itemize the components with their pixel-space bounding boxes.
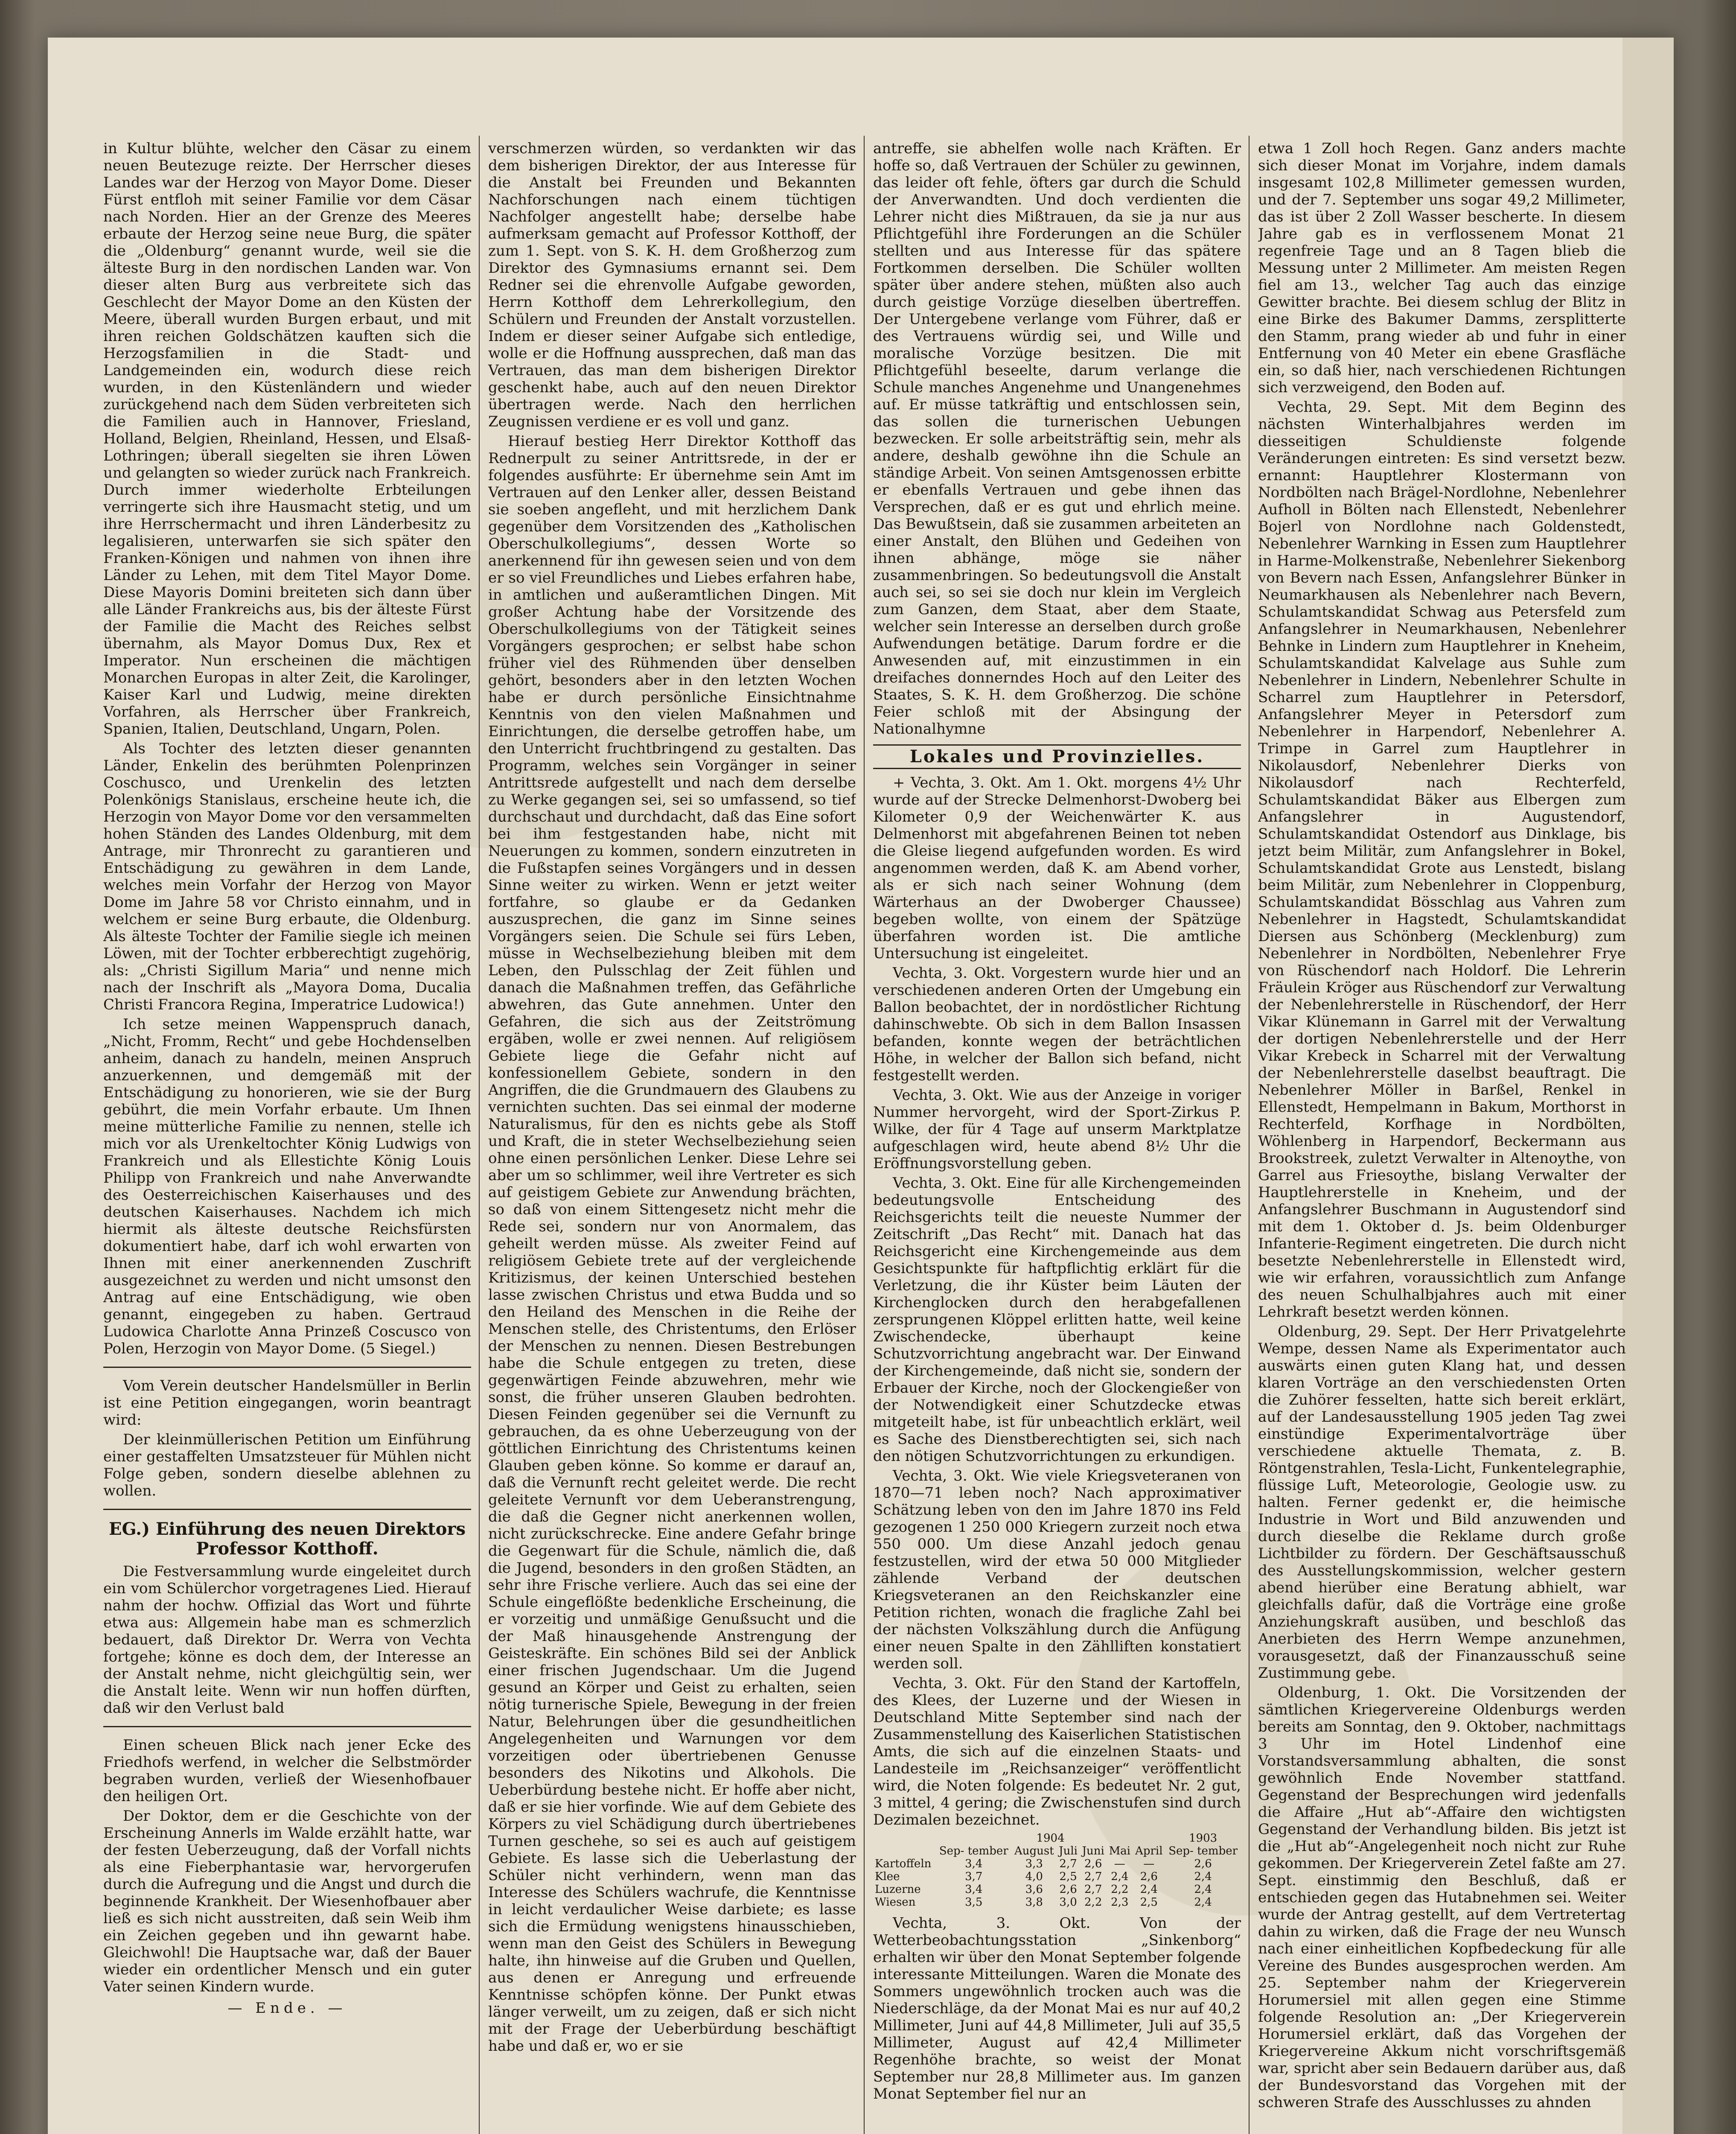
table-cell: 2,7 <box>1084 1883 1102 1896</box>
table-cell: 2,6 <box>1140 1870 1158 1883</box>
table-cell: 3,4 <box>965 1883 983 1896</box>
table-cell: 2,4 <box>1140 1883 1158 1896</box>
news-item: + Vechta, 3. Okt. Am 1. Okt. morgens 4½ Uhr wurde auf der Strecke Delmenhorst-Dwoberg bei Kilometer 0,9 der Weichenwärter K. aus Delmenhorst mit abgefahrenen Beinen tot neben die Gleise liegend aufgefunden worden. Es wird angenommen werden, daß K. am Abend vorher, als er sich nach seiner Wohnung (dem Wärterhaus an der Dwoberger Chaussee) begeben wollte, von einem der Spätzüge überfahren worden ist. Die amtliche Untersuchung ist eingeleitet. <box>873 774 1241 962</box>
news-item: Vechta, 3. Okt. Vorgestern wurde hier und an verschiedenen anderen Orten der Umgebung ein Ballon beobachtet, der in nordöstlicher Richtung dahinschwebte. Ob sich in dem Ballon Insassen befanden, konnte wegen der beträchtlichen Höhe, in welcher der Ballon sich befand, nicht festgestellt werden. <box>873 965 1241 1084</box>
table-cell: 2,4 <box>1194 1896 1212 1909</box>
table-header-row <box>873 1845 1241 1857</box>
article-text: verschmerzen würden, so verdankten wir das dem bisherigen Direktor, der aus Interesse für die Anstalt bei Freunden und Bekannten Nachforschungen nach einem tüchtigen Nachfolger angestellt habe; derselbe habe aufmerksam gemacht auf Professor Kotthoff, der zum 1. Sept. von S. K. H. dem Großherzog zum Direktor des Gymnasiums ernannt sei. Dem Redner sei die ehrenvolle Aufgabe geworden, Herrn Kotthoff dem Lehrerkollegium, den Schülern und Freunden der Anstalt vorzustellen. Indem er dieser seiner Aufgabe sich entledige, wolle er die Hoffnung aussprechen, daß man das Vertrauen, das man dem bisherigen Direktor geschenkt habe, auch auf den neuen Direktor übertragen werde. Nach den herrlichen Zeugnissen verdiene er es voll und ganz. <box>488 140 856 430</box>
table-cell: 3,3 <box>1025 1857 1043 1870</box>
column-2 <box>488 140 856 2134</box>
table-header: Juli <box>1059 1845 1078 1857</box>
article-text: Die Festversammlung wurde eingeleitet durch ein vom Schülerchor vorgetragenes Lied. Hierauf nahm der hochw. Offizial das Wort und führte etwa aus: Allgemein habe man es schmerzlich bedauert, daß Direktor Dr. Werra von Vechta fortgehe; könne es doch dem, der Interesse an der Anstalt nehme, nicht gleichgültig sein, wer die Anstalt leite. Wenn wir nun hoffen dürften, daß wir den Verlust bald <box>103 1563 471 1717</box>
table-cell: 2,4 <box>1194 1870 1212 1883</box>
table-cell: Kartoffeln <box>875 1857 932 1870</box>
table-cell: 3,6 <box>1025 1883 1043 1896</box>
table-header: Juni <box>1082 1845 1104 1857</box>
news-item: Vechta, 29. Sept. Mit dem Beginn des nächsten Winterhalbjahres werden im diesseitigen Schuldienste folgende Veränderungen eintreten: Es sind versetzt bezw. ernannt: Hauptlehrer Klostermann von Nordbölten nach Brägel-Nordlohne, Nebenlehrer Aufholl in Bölten nach Ellenstedt, Nebenlehrer Bojerl von Nordlohne nach Goldenstedt, Nebenlehrer Warnking in Essen zum Hauptlehrer in Harme-Molkenstraße, Nebenlehrer Siekenborg von Bevern nach Essen, Anfangslehrer Bünker in Neumarkhausen als Nebenlehrer nach Bevern, Schulamtskandidat Schwag aus Petersfeld zum Anfangslehrer in Neumarkhausen, Nebenlehrer Behnke in Lindern zum Hauptlehrer in Kneheim, Schulamtskandidat Kalvelage aus Suhle zum Nebenlehrer in Lindern, Nebenlehrer Schulte in Scharrel zum Hauptlehrer in Petersdorf, Anfangslehrer Meyer in Petersdorf zum Nebenlehrer in Harpendorf, Nebenlehrer A. Trimpe in Garrel zum Hauptlehrer in Nikolausdorf, Nebenlehrer Dierks von Nikolausdorf nach Rechterfeld, Schulamtskandidat Bäker aus Elbergen zum Anfangslehrer in Augustendorf, Schulamtskandidat Ostendorf aus Dinklage, bis jetzt beim Militär, zum Anfangslehrer in Bokel, Schulamtskandidat Grote aus Lenstedt, bislang beim Militär, zum Nebenlehrer in Cloppenburg, Schulamtskandidat Bösschlag aus Vahren zum Nebenlehrer in Hagstedt, Schulamtskandidat Diersen aus Schönberg (Mecklenburg) zum Nebenlehrer in Nordbölten, Nebenlehrer Frye von Rüschendorf nach Holdorf. Die Lehrerin Fräulein Kröger aus Rüschendorf zur Verwaltung der Nebenlehrerstelle in Rüschendorf, der Herr Vikar Klünemann in Garrel mit der Verwaltung der dortigen Nebenlehrerstelle und der Herr Vikar Krebeck in Scharrel mit der Verwaltung der Nebenlehrerstelle daselbst beauftragt. Die Nebenlehrer Möller in Barßel, Renkel in Ellenstedt, Hempelmann in Bakum, Morthorst in Rechterfeld, Korfhage in Nordbölten, Wöhlenberg in Harpendorf, Beckermann aus Brookstreek, zuletzt Verwalter in Altenoythe, von Garrel aus Friesoythe, bislang Verwalter der Hauptlehrerstelle in Kneheim, und der Anfangslehrer Buschmann in Augustendorf sind mit dem 1. Oktober d. Js. beim Oldenburger Infanterie-Regiment eingetreten. Die durch nicht besetzte Nebenlehrerstelle in Ellenstedt wird, wie wir erfahren, voraussichtlich zum Anfange des neuen Schulhalbjahres auch mit einer Lehrkraft besetzt werden können. <box>1258 399 1626 1321</box>
table-cell: 3,5 <box>965 1896 983 1909</box>
story-text: Einen scheuen Blick nach jener Ecke des Friedhofs werfend, in welcher die Selbstmörder begraben wurden, verließ der Wiesenhofbauer den heiligen Ort. <box>103 1737 471 1805</box>
table-cell: 4,0 <box>1025 1870 1043 1883</box>
table-header <box>873 1845 936 1857</box>
table-cell: Luzerne <box>875 1883 921 1896</box>
news-item: Vechta, 3. Okt. Für den Stand der Kartoffeln, des Klees, der Luzerne und der Wiesen in Deutschland Mitte September sind nach der Zusammenstellung des Kaiserlichen Statistischen Amts, die sich auf die einzelnen Staats- und Landesteile im „Reichsanzeiger“ veröffentlicht wird, die Noten folgende: Es bedeutet Nr. 2 gut, 3 mittel, 4 gering; die Zwischenstufen sind durch Dezimalen bezeichnet. <box>873 1675 1241 1828</box>
table-cell: 2,6 <box>1194 1857 1212 1870</box>
article-text: Als Tochter des letzten dieser genannten Länder, Enkelin des berühmten Polenprinzen Coschusco, und Urenkelin des letzten Polenkönigs Stanislaus, erscheine heute ich, die Herzogin von Mayor Dome vor den versammelten hohen Ständen des Landes Oldenburg, mit dem Antrage, mir Thronrecht zu garantieren und Entschädigung zu gewähren in dem Lande, welches mein Vorfahr der Herzog von Mayor Dome im Jahre 58 vor Christo einnahm, und in welchem er seine Burg erbaute, die Oldenburg. Als älteste Tochter der Familie siegle ich meinen Löwen, mit der Tochter erbberechtigt zugehörig, als: „Christi Sigillum Maria“ und nenne mich nach der Inschrift als „Mayora Doma, Ducalia Christi Francora Regina, Imperatrice Ludowica!) <box>103 740 471 1013</box>
section-heading: Lokales und Provinzielles. <box>873 744 1241 769</box>
table-cell: 2,2 <box>1111 1883 1129 1896</box>
table-cell: — <box>1143 1857 1155 1870</box>
article-text: in Kultur blühte, welcher den Cäsar zu einem neuen Beutezuge reizte. Der Herrscher dieses Landes war der Herzog von Mayor Dome. Dieser Fürst entfloh mit seiner Familie vor dem Cäsar nach Norden. Hier an der Grenze des Meeres erbaute der Herzog seine neue Burg, die später die „Oldenburg“ genannt wurde, weil sie die älteste Burg in den nordischen Landen war. Von dieser alten Burg aus verbreitete sich das Geschlecht der Mayor Dome an den Küsten der Meere, überall wurden Burgen erbaut, und mit ihren reichen Goldschätzen kauften sich die Herzogsfamilien in die Stadt- und Landgemeinden ein, wodurch diese reich wurden, in den Küstenländern und wieder zurückgehend nach dem Süden verbreiteten sich die Familien auch in Hannover, Friesland, Holland, Belgien, Rheinland, Hessen, und Elsaß-Lothringen; überall siegelten sie ihren Löwen und gelangten so wieder zurück nach Frankreich. Durch immer wiederholte Erbteilungen verringerte sich ihre Hausmacht stetig, und um ihre Herrschermacht und ihren Länderbesitz zu legalisieren, unterwarfen sie sich später den Franken-Königen und nahmen von ihnen ihre Länder zu Lehen, mit dem Titel Mayor Dome. Diese Mayoris Domini breiteten sich dann über alle Länder Frankreichs aus, bis der älteste Fürst der Familie die Macht des Reiches selbst übernahm, als Mayor Domus Dux, Rex et Imperator. Nun erscheinen die mächtigen Monarchen Europas in alter Zeit, die Karolinger, Kaiser Karl und Ludwig, meine direkten Vorfahren, als Herrscher über Frankreich, Spanien, Italien, Deutschland, Ungarn, Polen. <box>103 140 471 738</box>
table-header: August <box>1014 1845 1054 1857</box>
column-rule <box>1249 136 1250 2134</box>
table-cell: 3,8 <box>1025 1896 1043 1909</box>
column-1 <box>103 140 471 2134</box>
column-rule <box>864 136 865 2134</box>
table-cell: 3,0 <box>1059 1896 1077 1909</box>
table-cell: 2,7 <box>1059 1857 1077 1870</box>
article-text: antreffe, sie abhelfen wolle nach Kräften. Er hoffe so, daß Vertrauen der Schüler zu gewinnen, das leider oft fehle, öfters gar durch die Schuld der Anverwandten. Und doch verdienten die Lehrer nicht dies Mißtrauen, da sie ja nur aus Pflichtgefühl ihre Forderungen an die Schüler stellten und aus Interesse für das spätere Fortkommen derselben. Die Schüler wollten später über andere stehen, müßten also auch durch geistige Vorzüge dieselben übertreffen. Der Untergebene verlange vom Führer, daß er des Vertrauens würdig sei, und Wille und moralische Vorzüge besitzen. Die mit Pflichtgefühl beseelte, darum verlange die Schule manches Angenehme und Unangenehmes auf. Er müsse tatkräftig und entschlossen sein, das sollen die turnerischen Uebungen bezwecken. Er solle arbeitsträftig sein, mehr als andere, deshalb gewöhne ihn die Schule an ständige Arbeit. Von seinen Amtsgenossen erbitte er ebenfalls Vertrauen und gebe ihnen das Versprechen, daß er es gut und ehrlich meine. Das Bewußtsein, daß sie zusammen arbeiteten an einer Anstalt, den Blühen und Gedeihen von ihnen abhänge, möge sie näher zusammenbringen. So bedeutungsvoll die Anstalt auch sei, so sei sie doch nur klein im Vergleich zum Ganzen, dem Staat, aber dem Staate, welcher sein Interesse an derselben durch große Aufwendungen betätige. Darum fordre er die Anwesenden auf, mit einzustimmen in ein dreifaches donnerndes Hoch auf den Leiter des Staates, S. K. H. dem Großherzog. Die schöne Feier schloß mit der Absingung der Nationalhymne <box>873 140 1241 738</box>
column-rule <box>479 136 480 2134</box>
table-cell: 2,6 <box>1084 1857 1102 1870</box>
article-heading: EG.) Einführung des neuen Direktors Professor Kotthoff. <box>108 1519 466 1559</box>
table-cell: 3,4 <box>965 1857 983 1870</box>
article-text: Ich setze meinen Wappenspruch danach, „Nicht, Fromm, Recht“ und gebe Hochdenselben anheim, danach zu handeln, meinen Anspruch anzuerkennen, und demgemäß mit der Entschädigung zu honorieren, wie sie der Burg gebührt, die mein Vorfahr erbaute. Um Ihnen meine mütterliche Familie zu nennen, stelle ich mich vor als Urenkeltochter König Ludwigs von Frankreich und als Ellestichte König Louis Philipp von Frankreich und nahe Anverwandte des Oesterreichischen Kaiserhauses und des deutschen Kaiserhauses. Nachdem ich mich hiermit als älteste deutsche Reichsfürsten dokumentiert habe, darf ich wohl erwarten von Ihnen mit einer anerkennenden Zuschrift ausgezeichnet zu werden und nicht umsonst den Antrag auf eine Entschädigung, wie oben genannt, eingegeben zu haben. Gertraud Ludowica Charlotte Anna Prinzeß Coscusco von Polen, Herzogin von Mayor Dome. (5 Siegel.) <box>103 1016 471 1357</box>
year-label: 1904 <box>1036 1832 1065 1845</box>
table-header: Mai <box>1109 1845 1131 1857</box>
news-item: Oldenburg, 1. Okt. Die Vorsitzenden der sämtlichen Kriegervereine Oldenburgs werden bereits am Sonntag, den 9. Oktober, nachmittags 3 Uhr im Hotel Lindenhof eine Vorstandsversammlung abhalten, die sonst gewöhnlich Ende November stattfand. Gegenstand der Besprechungen wird jedenfalls die Affaire „Hut ab“-Affaire den wichtigsten Gegenstand der Verhandlung bilden. Bis jetzt ist die „Hut ab“-Angelegenheit noch nicht zur Ruhe gekommen. Der Kriegerverein Zetel faßte am 27. Sept. einstimmig den Beschluß, daß er entschieden gegen das Hutabnehmen sei. Weiter wurde der Antrag gestellt, auf dem Vertretertag dahin zu wirken, daß die Frage der neu Wunsch nach einer einheitlichen Kopfbedeckung für alle Vereine des Bundes ausgesprochen werden. Am 25. September nahm der Kriegerverein Horumersiel mit allen gegen eine Stimme folgende Resolution an: „Der Kriegerverein Horumersiel erklärt, daß das Vorgehen der Kriegervereine Akkum nicht vorschriftsgemäß war, spricht aber sein Bedauern darüber aus, daß der Bundesvorstand das Vorgehen mit der schweren Strafe des Ausschlusses zu ahnden <box>1258 1684 1626 2111</box>
table-cell: 2,5 <box>1059 1870 1077 1883</box>
divider <box>103 1367 471 1368</box>
article-text: Vom Verein deutscher Handelsmüller in Berlin ist eine Petition eingegangen, worin beantragt wird: <box>103 1377 471 1428</box>
table-header: Sep- tember <box>939 1845 1008 1857</box>
table-cell: 2,4 <box>1194 1883 1212 1896</box>
page-margin <box>1622 38 1674 2134</box>
news-item: etwa 1 Zoll hoch Regen. Ganz anders machte sich dieser Monat im Vorjahre, indem damals insgesamt 102,8 Millimeter gemessen wurden, und der 7. September uns sogar 49,2 Millimeter, das ist über 2 Zoll Wasser bescherte. In diesem Jahre gab es in verflossenem Monat 21 regenfreie Tage und an 8 Tagen blieb die Messung unter 2 Millimeter. Am meisten Regen fiel am 13., welcher Tag auch das einzige Gewitter brachte. Bei diesem schlug der Blitz in eine Birke des Bakumer Damms, zersplitterte den Stamm, prang wieder ab und fuhr in einer Entfernung von 40 Meter ein ebene Grasfläche ein, so daß hier, nach verschiedenen Richtungen sich verzweigend, den Boden auf. <box>1258 140 1626 396</box>
article-text: Der kleinmüllerischen Petition um Einführung einer gestaffelten Umsatzsteuer für Mühlen nicht Folge geben, sondern dieselbe ablehnen zu wollen. <box>103 1431 471 1499</box>
end-mark: — Ende. — <box>227 2000 347 2017</box>
table-cell: 2,4 <box>1111 1870 1129 1883</box>
table-cell: Klee <box>875 1870 900 1883</box>
table-row <box>873 1896 1241 1909</box>
divider <box>103 1509 471 1510</box>
story-text: Der Doktor, dem er die Geschichte von der Erscheinung Annerls im Walde erzählt hatte, war der festen Ueberzeugung, daß der Vorfall nichts als eine Fieberphantasie war, hervorgerufen durch die Aufregung und die Angst und durch die beginnende Krankheit. Der Wiesenhofbauer aber ließ es sich nicht ausstreiten, daß sein Weib ihm ein Zeichen gegeben und ihn gewarnt habe. Gleichwohl! Die Hauptsache war, daß der Bauer wieder ein ordentlicher Mensch und ein guter Vater seinen Kindern wurde. <box>103 1807 471 1995</box>
newspaper-page <box>48 38 1674 2134</box>
divider <box>103 1726 471 1727</box>
table-header: Sep- tember <box>1168 1845 1238 1857</box>
news-item: Vechta, 3. Okt. Wie aus der Anzeige in voriger Nummer hervorgeht, wird der Sport-Zirkus P. Wilke, der für 4 Tage auf unserm Marktplatze aufgeschlagen wird, heute abend 8½ Uhr die Eröffnungsvorstellung geben. <box>873 1087 1241 1172</box>
table-row <box>873 1870 1241 1883</box>
news-item: Vechta, 3. Okt. Wie viele Kriegsveteranen von 1870—71 leben noch? Nach approximativer Schätzung leben von den im Jahre 1870 ins Feld gezogenen 1 250 000 Kriegern zurzeit noch etwa 550 000. Um diese Anzahl jedoch genau festzustellen, wird der etwa 50 000 Mitglieder zählende Verband der deutschen Kriegsveteranen an den Reichskanzler eine Petition richten, wonach die fragliche Zahl bei der nächsten Volkszählung durch die Anfügung einer neuen Spalte in den Zählliften konstatiert werden soll. <box>873 1467 1241 1672</box>
table-cell: 2,3 <box>1111 1896 1129 1909</box>
table-cell: 2,6 <box>1059 1883 1077 1896</box>
news-item: Vechta, 3. Okt. Von der Wetterbeobachtungsstation „Sinkenborg“ erhalten wir über den Monat September folgende interessante Mitteilungen. Waren die Monate des Sommers ungewöhnlich trocken auch was die Niederschläge, da der Monat Mai es nur auf 40,2 Millimeter, Juni auf 44,8 Millimeter, Juli auf 35,5 Millimeter, August auf 42,4 Millimeter Regenhöhe brachte, so weist der Monat September nur 28,8 Millimeter aus. Im ganzen Monat September fiel nur an <box>873 1915 1241 2102</box>
table-cell: 2,5 <box>1140 1896 1158 1909</box>
table-header: April <box>1135 1845 1163 1857</box>
article-text: Hierauf bestieg Herr Direktor Kotthoff das Rednerpult zu seiner Antrittsrede, in der er folgendes ausführte: Er übernehme sein Amt im Vertrauen auf den Lenker aller, dessen Beistand sie soeben angefleht, und mit herzlichem Dank gegenüber dem Vorsitzenden des „Katholischen Oberschulkollegiums“, dessen Worte so anerkennend für ihn gewesen seien und von dem er so viel Freundliches und Liebes erfahren habe, in amtlichen und außeramtlichen Dingen. Mit großer Achtung habe der Vorsitzende des Oberschulkollegiums von der Tätigkeit seines Vorgängers gesprochen; er selbst habe schon früher viel des Rühmenden über denselben gehört, besonders aber in den letzten Wochen habe er durch persönliche Einsichtnahme Kenntnis von den vielen Maßnahmen und Einrichtungen, die derselbe getroffen habe, um den Unterricht fruchtbringend zu gestalten. Das Programm, welches sein Vorgänger in seiner Antrittsrede aufgestellt und nach dem derselbe zu Werke gegangen sei, sei so umfassend, so tief durchschaut und durchdacht, daß das Eine sofort bei ihm festgestanden habe, nicht mit Neuerungen zu kommen, sondern einzutreten in die Fußstapfen seines Vorgängers und in dessen Sinne weiter zu wirken. Wenn er jetzt weiter fortfahre, so glaube er da Gedanken auszusprechen, die ganz im Sinne seines Vorgängers seien. Die Schule sei fürs Leben, müsse in Wechselbeziehung bleiben mit dem Leben, den Pulsschlag der Zeit fühlen und danach die Maßnahmen treffen, das Gefährliche abwehren, das Gute annehmen. Unter den Gefahren, die sich aus der Zeitströmung ergäben, wolle er zwei nennen. Auf religiösem Gebiete liege die Gefahr nicht auf konfessionellem Gebiete, sondern in den Angriffen, die die Grundmauern des Glaubens zu vernichten suchten. Das sei einmal der moderne Naturalismus, für den es nichts gebe als Stoff und Kraft, die in steter Wechselbeziehung seien ohne einen persönlichen Lenker. Diese Lehre sei aber um so schlimmer, weil ihre Vertreter es sich auf geistigem Gebiete zur Anwendung brächten, so daß von einem Sittengesetz nicht mehr die Rede sei, sondern nur von Anormalem, das geheilt werden müsse. Als zweiter Feind auf religiösem Gebiete trete auf der vergleichende Kritizismus, der keinen Unterschied bestehen lasse zwischen Christus und etwa Budda und so den Heiland des Menschen in die Reihe der Menschen stelle, des Christentums, den Erlöser der Menschen zu nennen. Diesen Bestrebungen habe die Schule entgegen zu treten, diese gegenwärtigen Feinde abzuwehren, mehr wie sonst, die früher unseren Glauben bedrohten. Diesen Feinden gegenüber sei die Vernunft zu gebrauchen, da es ohne Ueberzeugung von der göttlichen Einrichtung des Christentums keinen Glauben geben könne. So komme er darauf an, daß die Vernunft recht geleitet werde. Die recht geleitete Vernunft vor dem Ueberanstrengung, die daß die Gegner nicht anerkennen wollen, nicht zurückschrecke. Eine andere Gefahr bringe die Gegenwart für die Schule, nämlich die, daß die Jugend, besonders in den großen Städten, an sehr ihre Frische verliere. Auch das sei eine der Schule eingeflößte bedenkliche Erscheinung, die er vorzeitig und unmäßige Genußsucht und die der Maß hinausgehende Anstrengung der Geisteskräfte. Ein schönes Bild sei der Anblick einer frischen Jugendschaar. Um die Jugend gesund an Körper und Geist zu erhalten, seien nötig turnerische Spiele, Bewegung in der freien Natur, Belehrungen über die gesundheitlichen Angelegenheiten und Warnungen vor dem vorzeitigen oder übertriebenen Genusse besonders des Nikotins und Alkohols. Die Ueberbürdung bestehe nicht. Er hoffe aber nicht, daß er sie hier vorfinde. Wie auf dem Gebiete des Körpers zu viel Schädigung durch übertriebenes Turnen geschehe, so sei es auch auf geistigem Gebiete. Es lasse sich die Ueberlastung der Schüler nicht verhindern, wenn man das Interesse des Schülers wachrufe, die Kenntnisse in leicht verdaulicher Weise darbiete; es lasse sich die Ermüdung wenigstens hinausschieben, wenn man den Geist des Schülers in Bewegung halte, ihn hinweise auf die Gruben und Quellen, aus denen er Anregung und erfreuende Kenntnisse schöpfen könne. Der Punkt etwas länger verweilt, um zu zeigen, daß er sich nicht mit der Frage der Ueberbürdung beschäftigt habe und daß er, wo er sie <box>488 433 856 2055</box>
table-year-row <box>873 1832 1241 1845</box>
table-cell: 3,7 <box>965 1870 983 1883</box>
year-label: 1903 <box>1189 1832 1218 1845</box>
table-cell: — <box>1114 1857 1125 1870</box>
news-item: Oldenburg, 29. Sept. Der Herr Privatgelehrte Wempe, dessen Name als Experimentator auch auswärts einen guten Klang hat, und dessen klaren Vorträge an den verschiedensten Orten die Zuhörer fesselten, hatte sich bereit erklärt, auf der Landesausstellung 1905 jeden Tag zwei einstündige Experimentalvorträge über verschiedene aktuelle Themata, z. B. Röntgenstrahlen, Tesla-Licht, Funkentelegraphie, flüssige Luft, Meteorologie, Geologie usw. zu halten. Ferner gedenkt er, die heimische Industrie in Wort und Bild anzuwenden und durch dieselbe die Reklame durch große Lichtbilder zu fördern. Der Geschäftsausschuß des Ausstellungskommission, welcher gestern abend hierüber eine Beratung abhielt, war gleichfalls dafür, daß die Vorträge eine große Anziehungskraft ausüben, und beschloß das Anerbieten des Herrn Wempe anzunehmen, vorausgesetzt, daß der Finanzausschuß seine Zustimmung gebe. <box>1258 1323 1626 1682</box>
column-4 <box>1258 140 1626 2134</box>
table-row <box>873 1883 1241 1896</box>
crop-report-table <box>873 1832 1241 1909</box>
table-cell: 2,7 <box>1084 1870 1102 1883</box>
table-cell: 2,2 <box>1084 1896 1102 1909</box>
news-item: Vechta, 3. Okt. Eine für alle Kirchengemeinden bedeutungsvolle Entscheidung des Reichsgerichts teilt die neueste Nummer der Zeitschrift „Das Recht“ mit. Danach hat das Reichsgericht eine Kirchengemeinde aus dem Gesichtspunkte für haftpflichtig erklärt für die Verletzung, die ihr Küster beim Läuten der Kirchenglocken durch den herabgefallenen zersprungenen Klöppel erlitten hatte, weil keine Zwischendecke, überhaupt keine Schutzvorrichtung angebracht war. Der Einwand der Kirchengemeinde, daß nicht sie, sondern der Erbauer der Kirche, noch der Glockengießer von der Notwendigkeit einer Schutzdecke etwas mitgeteilt habe, ist für unbeachtlich erklärt, weil es Sache des Dienstberechtigten sei, sich nach den nötigen Schutzvorrichtungen zu erkundigen. <box>873 1175 1241 1465</box>
table-row <box>873 1857 1241 1870</box>
table-cell: Wiesen <box>875 1896 916 1909</box>
column-3 <box>873 140 1241 2134</box>
